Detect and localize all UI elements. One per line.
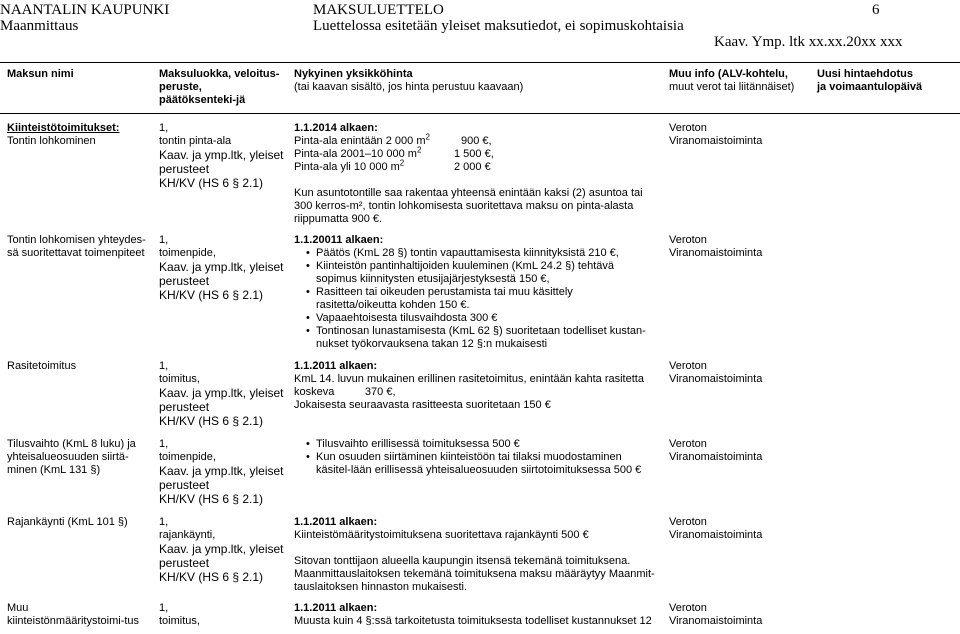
list-item: • Kiinteistön pantinhaltijoiden kuuleminen (KmL 24.2 §) tehtävä sopimus kiinnitysten etusijajärjestyksestä 150 €,: [316, 260, 656, 286]
table-header-row: [0, 63, 960, 114]
document-header: [0, 0, 960, 52]
list-item: • Päätös (KmL 28 §) tontin vapauttamisesta kiinnityksistä 210 €,: [316, 247, 656, 260]
fee-class: 1, toimenpide, Kaav. ja ymp.ltk, yleiset perusteet KH/KV (HS 6 § 2.1): [159, 234, 284, 302]
col-header-class: Maksuluokka, veloitus-peruste, päätöksenteki-jä: [152, 63, 287, 114]
list-item: • Rasitteen tai oikeuden perustamista tai muu käsittely rasitetta/oikeutta kohden 150 €.: [316, 286, 656, 312]
fee-new-price: [810, 594, 960, 634]
list-item: • Tilusvaihto erillisessä toimituksessa 500 €: [316, 438, 656, 451]
fee-info: Veroton Viranomaistoiminta: [669, 438, 763, 463]
fee-new-price: [810, 430, 960, 508]
fee-price: 1.1.20011 alkaen: • Päätös (KmL 28 §) tontin vapauttamisesta kiinnityksistä 210 €, • Kiinteistön pantinhaltijoiden kuuleminen (KmL 24.2 §) tehtävä sopimus kiinnitysten etusijajärjestyksestä 150 €, • Rasitteen tai oikeuden perustamista tai muu käsittely rasitetta/oikeutta kohden 150 €. • Vapaaehtoisesta tilusvaihdosta 300 € • Tontinosan lunastamisesta (KmL 62 §) suoritetaan todelliset kustan-nukset työkorvauksena takan 12 §:n mukaisesti: [287, 226, 662, 352]
fee-name: Rajankäynti (KmL 101 §): [7, 516, 128, 528]
approval-note: Kaav. Ymp. ltk xx.xx.20xx xxx: [714, 34, 903, 50]
col-header-new-price: Uusi hintaehdotus ja voimaantulopäivä: [810, 63, 960, 114]
table-row: [0, 352, 960, 430]
fee-new-price: [810, 114, 960, 227]
fee-info: Veroton Viranomaistoiminta: [669, 122, 763, 147]
fee-info: Veroton Viranomaistoiminta: [669, 602, 763, 627]
doc-title: MAKSULUETTELO: [313, 2, 444, 18]
fee-price: 1.1.2014 alkaen: Pinta-ala enintään 2 000 $m^2$ Pinta-ala 2001–10 000 $m^2$ Pinta-ala yli 10 000 $m^2$ 900 €, 1 500 €, 2 000 € Kun asuntotontille saa rakentaa yhteensä enintään kaksi (2) asuntoa tai 300 kerros-m², tontin lohkomisesta suoritettava maksu on pinta-alasta riippumatta 900 €.: [294, 122, 643, 225]
table-row: [0, 114, 960, 227]
fee-price: 1.1.2011 alkaen: Muusta kuin 4 §:ssä tarkoitetusta toimituksesta todelliset kustannukset 12: [294, 602, 652, 627]
table-row: [0, 226, 960, 352]
table-row: [0, 430, 960, 508]
fee-class: 1, toimitus, Kaav. ja ymp.ltk, yleiset perusteet KH/KV (HS 6 § 2.1): [159, 360, 284, 428]
col-header-info: Muu info (ALV-kohtelu, muut verot tai liitännäiset): [662, 63, 810, 114]
fee-price: 1.1.2011 alkaen: KmL 14. luvun mukainen erillinen rasitetoimitus, enintään kahta rasitetta koskeva 370 €, Jokaisesta seuraavasta rasitteesta suoritetaan 150 €: [294, 360, 644, 411]
fee-info: Veroton Viranomaistoiminta: [669, 516, 763, 541]
fee-name: Kiinteistötoimitukset: Tontin lohkominen: [7, 122, 120, 147]
fee-price: [287, 430, 662, 508]
col-header-price: Nykyinen yksikköhinta (tai kaavan sisältö, jos hinta perustuu kaavaan): [287, 63, 662, 114]
list-item: • Kun osuuden siirtäminen kiinteistöön tai tilaksi muodostaminen käsitel-lään erillisessä yhteisalueosuuden siirtotoimituksessa 500 €: [316, 451, 656, 477]
fee-class: 1, toimitus,: [159, 602, 200, 627]
fee-class: 1, rajankäynti, Kaav. ja ymp.ltk, yleiset perusteet KH/KV (HS 6 § 2.1): [159, 516, 284, 584]
fee-name: Rasitetoimitus: [7, 360, 77, 372]
table-row: [0, 508, 960, 594]
table-row: [0, 594, 960, 634]
fee-price: 1.1.2011 alkaen: Kiinteistömääritystoimituksena suoritettava rajankäynti 500 € Sitovan tonttijaon alueella kaupungin itsensä tekemänä toimituksena. Maanmittauslaitoksen tekemänä toimituksena maksu määräytyy Maanmit-tauslaitoksen hinnaston mukaisesti.: [294, 516, 655, 593]
list-item: • Tontinosan lunastamisesta (KmL 62 §) suoritetaan todelliset kustan-nukset työkorvauksena takan 12 §:n mukaisesti: [316, 325, 656, 351]
fee-name: Tontin lohkomisen yhteydes-sä suoritettavat toimenpiteet: [7, 234, 146, 259]
fee-class: 1, tontin pinta-ala Kaav. ja ymp.ltk, yleiset perusteet KH/KV (HS 6 § 2.1): [159, 122, 284, 190]
doc-subtitle: Luettelossa esitetään yleiset maksutiedot, ei sopimuskohtaisia: [313, 18, 684, 34]
department: Maanmittaus: [0, 18, 79, 34]
list-item: • Vapaaehtoisesta tilusvaihdosta 300 €: [316, 312, 656, 325]
fee-info: Veroton Viranomaistoiminta: [669, 360, 763, 385]
fee-info: Veroton Viranomaistoiminta: [669, 234, 763, 259]
org-name: NAANTALIN KAUPUNKI: [0, 2, 170, 18]
fee-class: 1, toimenpide, Kaav. ja ymp.ltk, yleiset perusteet KH/KV (HS 6 § 2.1): [159, 438, 284, 506]
fee-table: [0, 62, 960, 634]
fee-name: Muu kiinteistönmääritystoimi-tus: [7, 602, 140, 627]
fee-name: Tilusvaihto (KmL 8 luku) ja yhteisalueosuuden siirtä-minen (KmL 131 §): [7, 438, 136, 476]
fee-new-price: [810, 352, 960, 430]
fee-new-price: [810, 508, 960, 594]
fee-new-price: [810, 226, 960, 352]
col-header-name: Maksun nimi: [0, 63, 152, 114]
page-number: 6: [872, 2, 880, 18]
